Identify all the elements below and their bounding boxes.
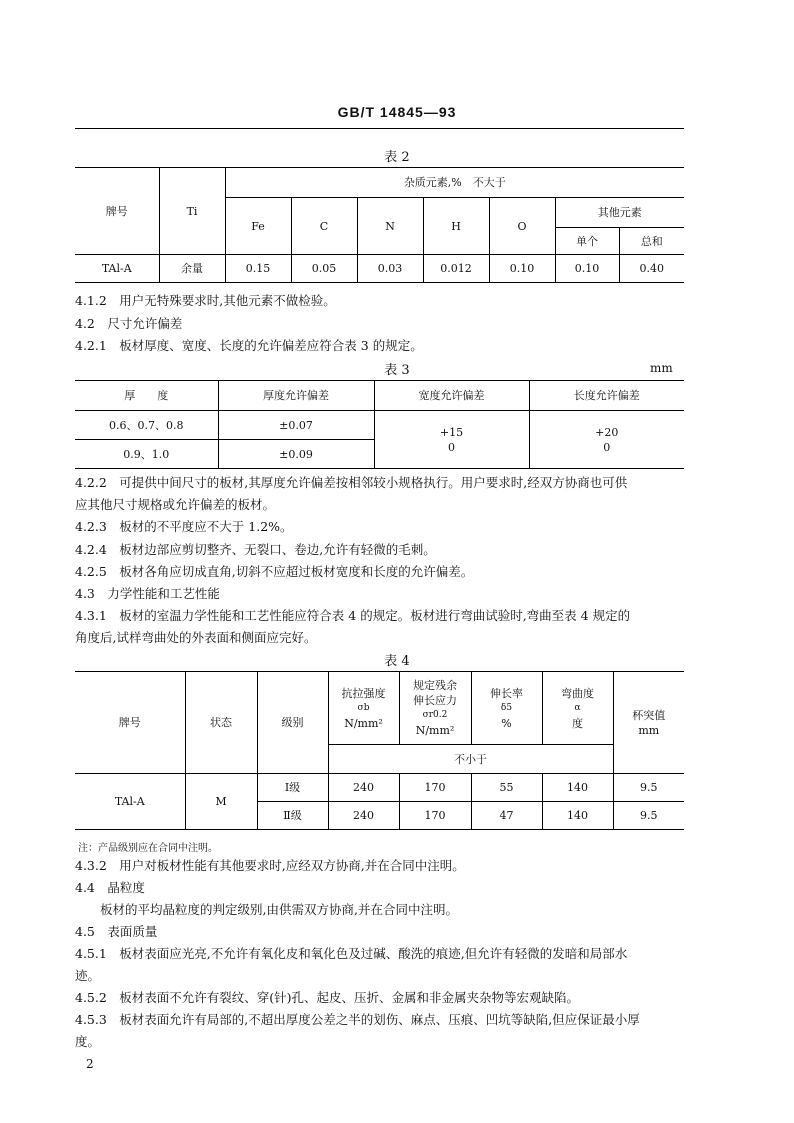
table4-header-elongation <box>471 672 542 745</box>
table3 <box>75 380 684 469</box>
table4-cell-elongation: 47 <box>471 802 542 830</box>
table4-cell-proof: 170 <box>399 802 471 830</box>
para-4-2-2-line1: 4.2.2 可提供中间尺寸的板材,其厚度允许偏差按相邻较小规格执行。用户要求时,经双方协商也可供 <box>75 475 628 490</box>
table4-cell-grade: Ⅰ级 <box>257 774 328 802</box>
para-4-2: 4.2 尺寸允许偏差 <box>75 316 183 331</box>
table3-cell-thickness: 0.9、1.0 <box>75 440 218 469</box>
width-tol-upper: +15 <box>439 425 464 439</box>
table4-cell-bend: 140 <box>542 802 613 830</box>
table2-header-o: O <box>489 198 555 255</box>
para-4-2-4: 4.2.4 板材边部应剪切整齐、无裂口、卷边,允许有轻微的毛刺。 <box>75 542 436 557</box>
table2-cell-ti: 余量 <box>159 255 225 283</box>
table4-cell-cup: 9.5 <box>613 774 684 802</box>
table4-header-cup <box>613 672 684 774</box>
table4-header-not-less: 不小于 <box>328 745 613 774</box>
tensile-symbol: σb <box>357 702 370 713</box>
table2-header-h: H <box>423 198 489 255</box>
para-4-2-5: 4.2.5 板材各角应切成直角,切斜不应超过板材宽度和长度的允许偏差。 <box>75 564 474 579</box>
elongation-label: 伸长率 <box>490 686 523 700</box>
header-rule <box>75 128 684 129</box>
para-4-5-1-line2: 迹。 <box>75 968 101 983</box>
table3-cell-tol: ±0.09 <box>218 440 374 469</box>
table2-header-total: 总和 <box>619 228 684 255</box>
proof-label-2: 伸长应力 <box>413 694 457 707</box>
table4-cell-cup: 9.5 <box>613 802 684 830</box>
table3-header-length-tol: 长度允许偏差 <box>529 381 684 411</box>
table3-cell-thickness: 0.6、0.7、0.8 <box>75 411 218 440</box>
para-4-5-1-line1: 4.5.1 板材表面应光亮,不允许有氧化皮和氧化色及过碱、酸洗的痕迹,但允许有轻微的发暗和局部水 <box>75 946 628 961</box>
table2-cell-n: 0.03 <box>357 255 423 283</box>
table2-header-other: 其他元素 <box>555 198 684 228</box>
para-4-3-1-line1: 4.3.1 板材的室温力学性能和工艺性能应符合表 4 的规定。板材进行弯曲试验时,弯曲至表 4 规定的 <box>75 608 631 623</box>
table4-cell-tensile: 240 <box>328 802 399 830</box>
table2-header-impurity: 杂质元素,% 不大于 <box>225 168 684 198</box>
length-tol-upper: +20 <box>595 425 619 439</box>
para-4-2-2-line2: 应其他尺寸规格或允许偏差的板材。 <box>75 497 276 512</box>
table2-cell-total: 0.40 <box>619 255 684 283</box>
table4-header-tensile <box>328 672 399 745</box>
table4-header-brand: 牌号 <box>75 672 185 774</box>
para-4-5-2: 4.5.2 板材表面不允许有裂纹、穿(针)孔、起皮、压折、金属和非金属夹杂物等宏观缺陷。 <box>75 990 580 1005</box>
bend-label: 弯曲度 <box>561 686 594 700</box>
para-4-2-3: 4.2.3 板材的不平度应不大于 1.2%。 <box>75 519 293 534</box>
table2-cell-fe: 0.15 <box>225 255 291 283</box>
table4-header-state: 状态 <box>185 672 257 774</box>
para-4-4-body: 板材的平均晶粒度的判定级别,由供需双方协商,并在合同中注明。 <box>100 902 458 917</box>
elongation-unit: % <box>501 716 512 730</box>
para-4-5-3-line2: 度。 <box>75 1034 101 1049</box>
para-4-1-2: 4.1.2 用户无特殊要求时,其他元素不做检验。 <box>75 293 336 308</box>
table4-cell-proof: 170 <box>399 774 471 802</box>
table4-header-bend <box>542 672 613 745</box>
table4-cell-elongation: 55 <box>471 774 542 802</box>
table3-header-thickness: 厚 度 <box>75 381 218 411</box>
para-4-4: 4.4 晶粒度 <box>75 880 145 895</box>
table4-caption: 表 4 <box>384 654 410 669</box>
standard-number-header: GB/T 14845—93 <box>337 104 457 120</box>
para-4-5-3-line1: 4.5.3 板材表面允许有局部的,不超出厚度公差之半的划伤、麻点、压痕、凹坑等缺陷,但应保证最小厚 <box>75 1012 640 1027</box>
table4-cell-brand: TAl-A <box>75 774 185 830</box>
para-4-3-1-line2: 角度后,试样弯曲处的外表面和侧面应完好。 <box>75 630 317 645</box>
bend-symbol: α <box>574 702 581 713</box>
para-4-5: 4.5 表面质量 <box>75 924 158 939</box>
table2-header-c: C <box>291 198 357 255</box>
table2-header-fe: Fe <box>225 198 291 255</box>
length-tol-lower: 0 <box>603 440 611 454</box>
table2-header-ti: Ti <box>159 168 225 255</box>
bend-unit: 度 <box>572 716 583 730</box>
proof-symbol: σr0.2 <box>422 710 448 720</box>
page-number: 2 <box>86 1057 94 1071</box>
table2-cell-c: 0.05 <box>291 255 357 283</box>
table4-cell-state: M <box>185 774 257 830</box>
proof-label-1: 规定残余 <box>413 679 457 692</box>
table2-cell-h: 0.012 <box>423 255 489 283</box>
table3-cell-tol: ±0.07 <box>218 411 374 440</box>
table2 <box>75 167 684 283</box>
cup-label: 杯突值 <box>632 708 666 722</box>
table3-header-thickness-tol: 厚度允许偏差 <box>218 381 374 411</box>
para-4-2-1: 4.2.1 板材厚度、宽度、长度的允许偏差应符合表 3 的规定。 <box>75 338 423 353</box>
table2-caption: 表 2 <box>384 150 410 165</box>
para-4-3: 4.3 力学性能和工艺性能 <box>75 586 220 601</box>
table3-header-width-tol: 宽度允许偏差 <box>374 381 529 411</box>
elongation-symbol: δ5 <box>500 702 513 713</box>
width-tol-lower: 0 <box>448 440 455 454</box>
table3-caption: 表 3 <box>384 363 410 378</box>
table3-cell-length-tol <box>529 411 684 469</box>
tensile-label: 抗拉强度 <box>341 686 386 700</box>
table4-cell-tensile: 240 <box>328 774 399 802</box>
table2-cell-o: 0.10 <box>489 255 555 283</box>
table2-header-brand: 牌号 <box>75 168 159 255</box>
cup-unit: mm <box>638 723 660 737</box>
table4 <box>75 671 684 830</box>
table4-note: 注：产品级别应在合同中注明。 <box>78 843 218 854</box>
tensile-unit: N/mm² <box>344 716 383 730</box>
table3-unit: mm <box>650 361 673 375</box>
table2-header-n: N <box>357 198 423 255</box>
table2-header-single: 单个 <box>555 228 619 255</box>
para-4-3-2: 4.3.2 用户对板材性能有其他要求时,应经双方协商,并在合同中注明。 <box>75 858 465 873</box>
table4-cell-grade: Ⅱ级 <box>257 802 328 830</box>
table4-cell-bend: 140 <box>542 774 613 802</box>
table4-header-proof <box>399 672 471 745</box>
table2-cell-brand: TAl-A <box>75 255 159 283</box>
table4-header-grade: 级别 <box>257 672 328 774</box>
table2-cell-single: 0.10 <box>555 255 619 283</box>
proof-unit: N/mm² <box>415 724 455 737</box>
table3-cell-width-tol <box>374 411 529 469</box>
